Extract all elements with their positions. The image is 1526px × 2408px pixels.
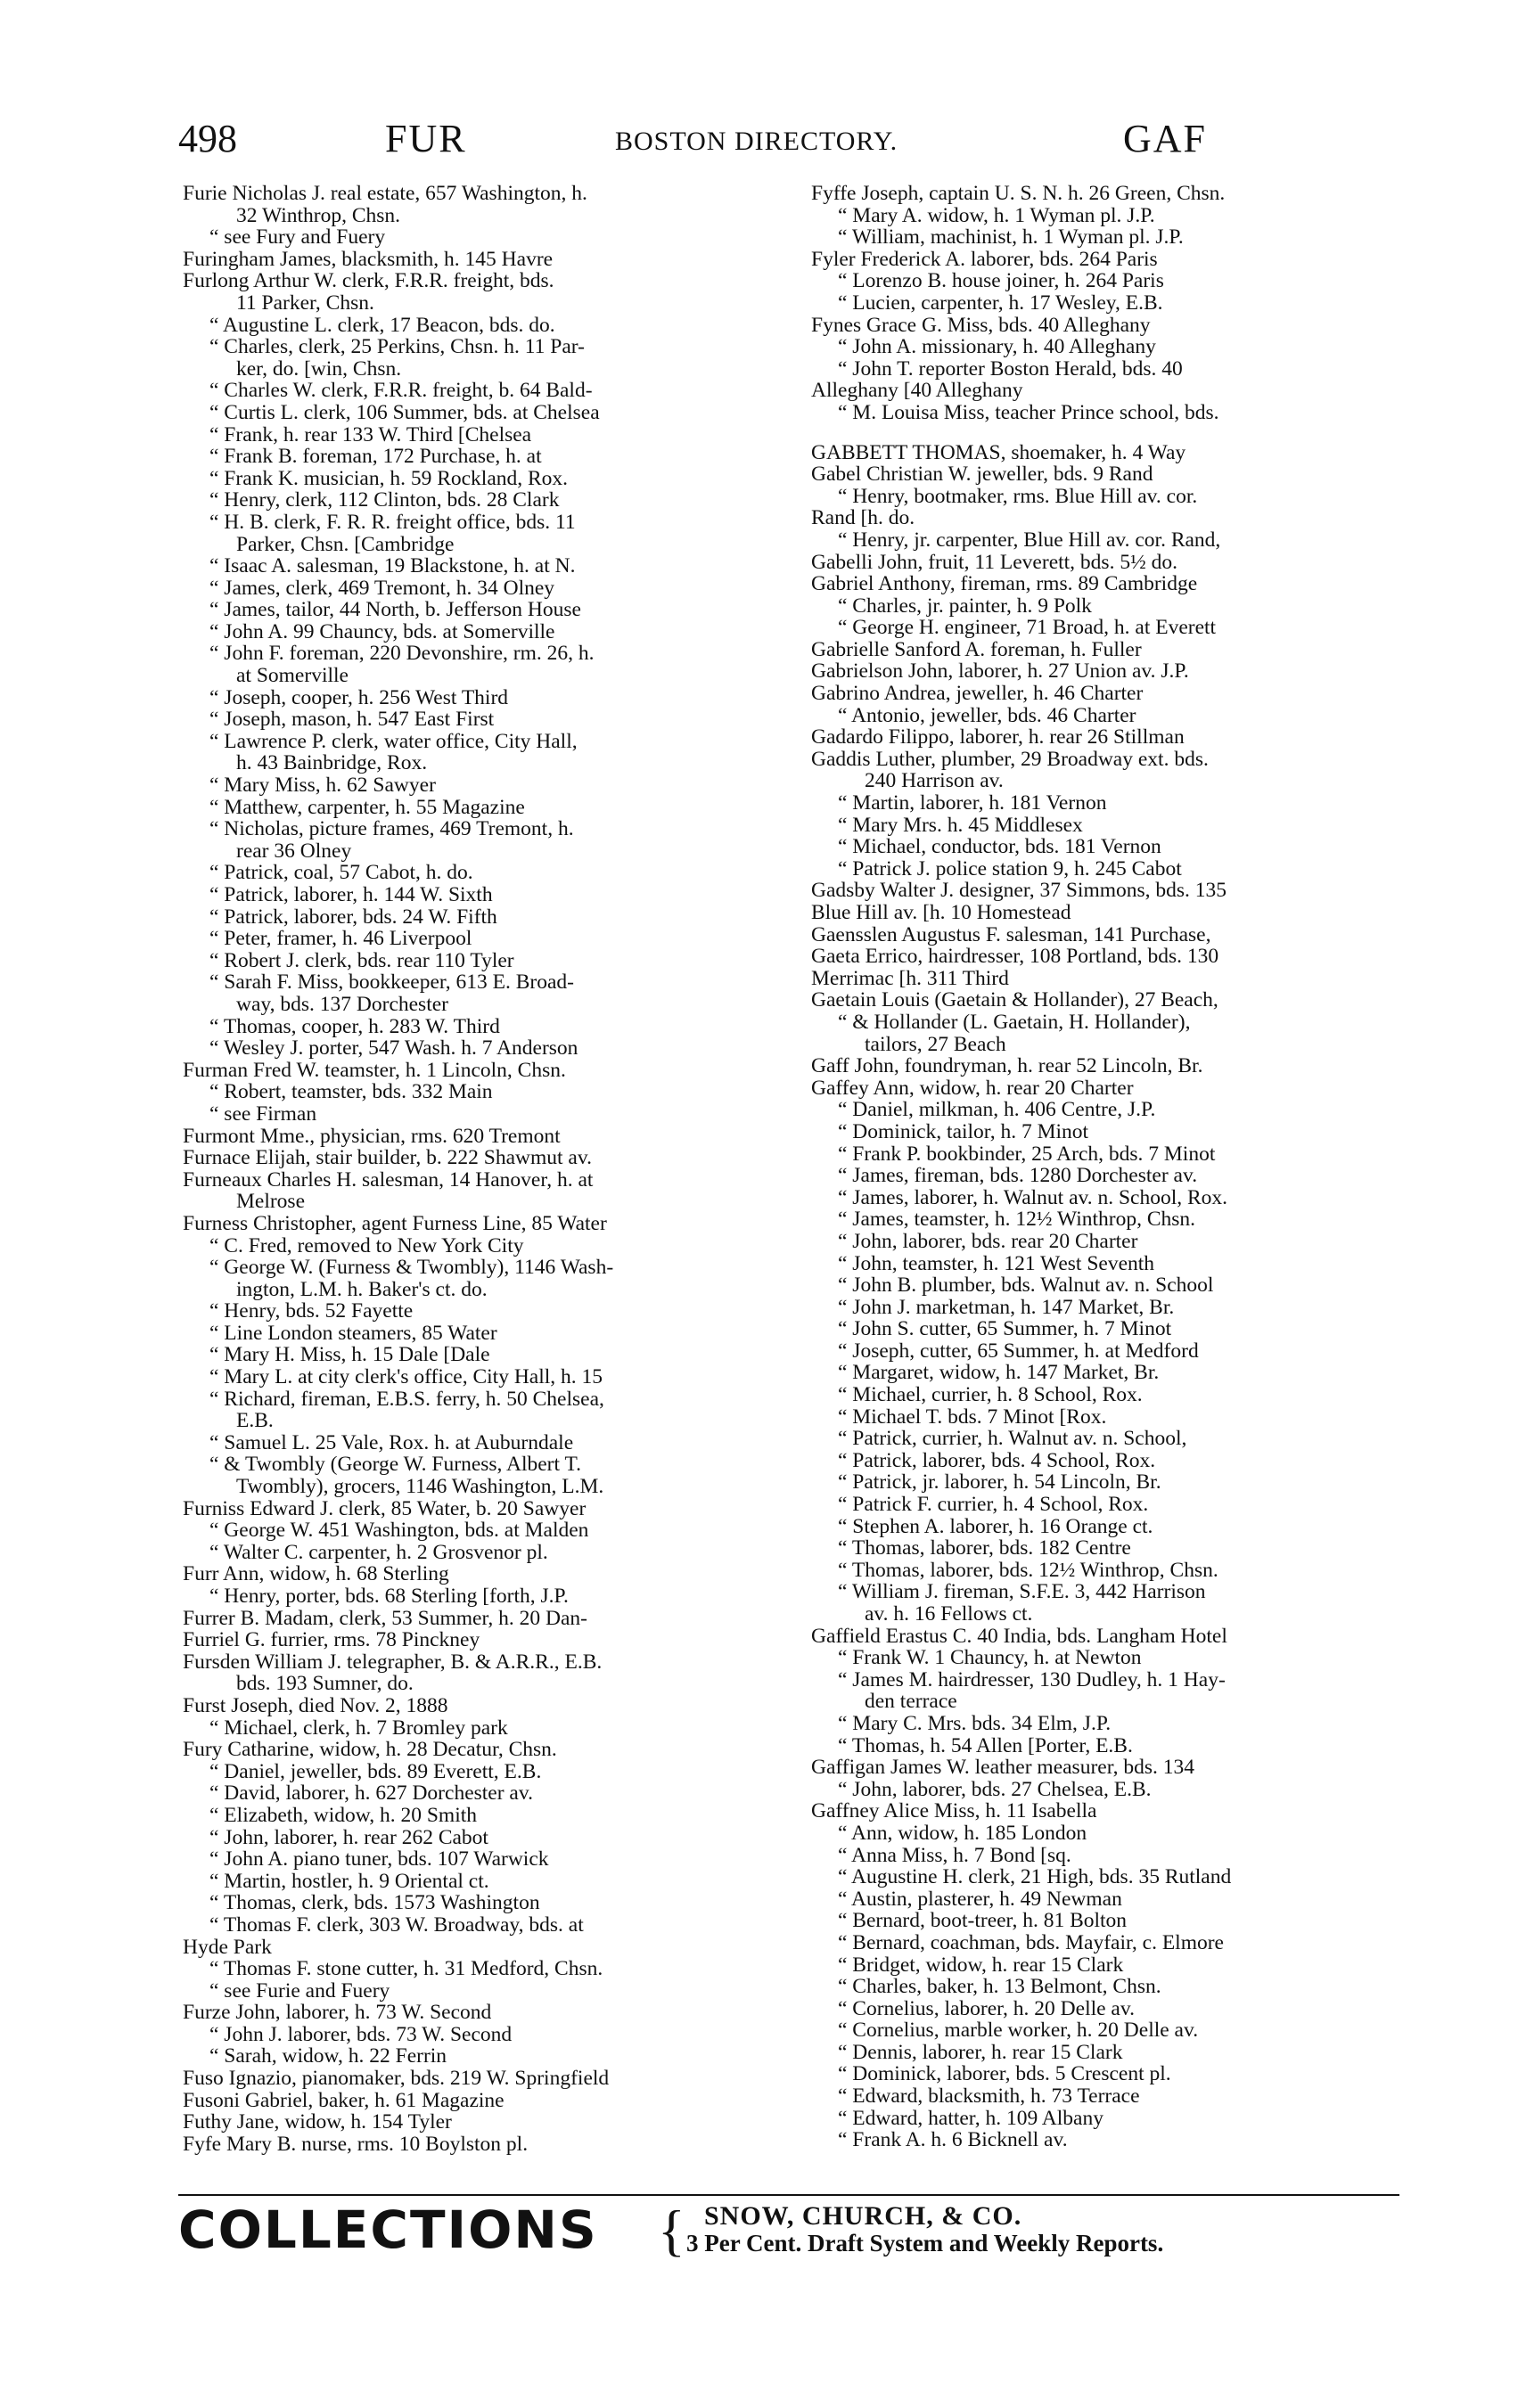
directory-entry-line: “ James, clerk, 469 Tremont, h. 34 Olney — [209, 577, 555, 600]
directory-entry-line: Furnace Elijah, stair builder, b. 222 Shawmut av. — [183, 1147, 592, 1169]
right-column — [811, 183, 1399, 2151]
directory-entry-line: “ Margaret, widow, h. 147 Market, Br. — [838, 1362, 1160, 1385]
directory-entry-line: Fuso Ignazio, pianomaker, bds. 219 W. Springfield — [183, 2068, 610, 2090]
directory-entry-line: “ Wesley J. porter, 547 Wash. h. 7 Anderson — [209, 1037, 578, 1060]
directory-entry-line: “ Walter C. carpenter, h. 2 Grosvenor pl. — [209, 1541, 548, 1564]
directory-entry-line: “ Samuel L. 25 Vale, Rox. h. at Auburndale — [209, 1431, 574, 1454]
directory-entry-line: “ see Furie and Fuery — [209, 1979, 390, 2003]
directory-entry-line: Fyler Frederick A. laborer, bds. 264 Paris — [811, 248, 1158, 271]
directory-entry-line: “ George W. 451 Washington, bds. at Malden — [209, 1519, 589, 1542]
directory-entry-line: “ Line London steamers, 85 Water — [209, 1322, 497, 1345]
directory-entry-line: “ Cornelius, laborer, h. 20 Delle av. — [838, 1997, 1135, 2020]
directory-entry-line: “ Edward, hatter, h. 109 Albany — [838, 2107, 1103, 2130]
directory-entry-line: “ Charles, clerk, 25 Perkins, Chsn. h. 11 Par- — [209, 336, 585, 358]
directory-entry-line: Gabriel Anthony, fireman, rms. 89 Cambridge — [811, 573, 1198, 595]
directory-entry-line: “ John F. foreman, 220 Devonshire, rm. 26, h. — [209, 643, 595, 666]
directory-entry-line: at Somerville — [236, 665, 349, 687]
directory-entry-line: “ M. Louisa Miss, teacher Prince school, bds. — [838, 401, 1219, 424]
directory-entry-line: Fury Catharine, widow, h. 28 Decatur, Chsn. — [183, 1739, 557, 1761]
directory-entry-line: Gabrielson John, laborer, h. 27 Union av. J.P. — [811, 660, 1189, 684]
directory-entry-line: “ Bridget, widow, h. rear 15 Clark — [838, 1953, 1124, 1977]
directory-entry-line: “ Thomas F. stone cutter, h. 31 Medford, Chsn. — [209, 1958, 603, 1980]
directory-entry-line: “ Thomas F. clerk, 303 W. Broadway, bds. at — [209, 1913, 584, 1937]
directory-entry-line: Furlong Arthur W. clerk, F.R.R. freight, bds. — [183, 270, 554, 292]
directory-entry-line: Gabrino Andrea, jeweller, h. 46 Charter — [811, 683, 1144, 705]
directory-entry-line: “ James, fireman, bds. 1280 Dorchester av. — [838, 1165, 1198, 1187]
directory-entry-line: “ Frank B. foreman, 172 Purchase, h. at — [209, 446, 542, 468]
directory-entry-line: Melrose — [236, 1191, 306, 1213]
directory-entry-line: “ Frank A. h. 6 Bicknell av. — [838, 2129, 1068, 2151]
directory-entry-line: “ Anna Miss, h. 7 Bond [sq. — [838, 1844, 1071, 1867]
directory-entry-line: “ Mary C. Mrs. bds. 34 Elm, J.P. — [838, 1712, 1112, 1735]
directory-entry-line: “ William, machinist, h. 1 Wyman pl. J.P. — [838, 226, 1184, 249]
directory-entry-line: “ Patrick, laborer, bds. 24 W. Fifth — [209, 905, 497, 929]
directory-entry-line: Merrimac [h. 311 Third — [811, 967, 1009, 990]
directory-entry-line: tailors, 27 Beach — [865, 1033, 1006, 1056]
directory-entry-line: bds. 193 Sumner, do. — [236, 1673, 414, 1695]
directory-entry-line: Gaffey Ann, widow, h. rear 20 Charter — [811, 1077, 1134, 1100]
directory-entry-line: “ Edward, blacksmith, h. 73 Terrace — [838, 2085, 1140, 2108]
directory-entry-line: “ Patrick J. police station 9, h. 245 Cabot — [838, 857, 1182, 880]
directory-entry-line: Furze John, laborer, h. 73 W. Second — [183, 2002, 492, 2024]
directory-entry-line: den terrace — [865, 1691, 957, 1713]
directory-entry-line: “ Sarah F. Miss, bookkeeper, 613 E. Broad- — [209, 971, 575, 994]
directory-entry-line: “ Robert J. clerk, bds. rear 110 Tyler — [209, 949, 514, 972]
directory-entry-line: “ Dominick, laborer, bds. 5 Crescent pl. — [838, 2063, 1171, 2086]
directory-entry-line: Parker, Chsn. [Cambridge — [236, 533, 455, 556]
directory-entry-line: “ Frank P. bookbinder, 25 Arch, bds. 7 Minot — [838, 1143, 1216, 1166]
directory-entry-line: “ Curtis L. clerk, 106 Summer, bds. at Chelsea — [209, 401, 600, 424]
firm-tagline: 3 Per Cent. Draft System and Weekly Reports. — [686, 2230, 1164, 2256]
directory-entry-line: “ Bernard, coachman, bds. Mayfair, c. Elmore — [838, 1931, 1224, 1954]
directory-entry-line: “ Stephen A. laborer, h. 16 Orange ct. — [838, 1515, 1153, 1538]
directory-entry-line: “ Martin, laborer, h. 181 Vernon — [838, 792, 1107, 815]
directory-entry-line: E.B. — [236, 1410, 274, 1432]
directory-entry-line: “ Martin, hostler, h. 9 Oriental ct. — [209, 1870, 489, 1893]
directory-entry-line: “ Henry, jr. carpenter, Blue Hill av. cor. Rand, — [838, 528, 1221, 552]
directory-entry-line: Gabelli John, fruit, 11 Leverett, bds. 5½ do. — [811, 551, 1177, 574]
directory-entry-line: Hyde Park — [183, 1936, 272, 1959]
directory-entry-line: Gaffield Erastus C. 40 India, bds. Langham Hotel — [811, 1625, 1227, 1648]
directory-entry-line: “ Richard, fireman, E.B.S. ferry, h. 50 Chelsea, — [209, 1388, 604, 1411]
directory-entry-line: “ Joseph, cooper, h. 256 West Third — [209, 686, 509, 709]
directory-entry-line: “ Peter, framer, h. 46 Liverpool — [209, 928, 472, 950]
directory-entry-line: h. 43 Bainbridge, Rox. — [236, 752, 428, 775]
directory-entry-line: “ Mary A. widow, h. 1 Wyman pl. J.P. — [838, 204, 1155, 227]
directory-entry-line: “ William J. fireman, S.F.E. 3, 442 Harrison — [838, 1581, 1206, 1603]
page-title: BOSTON DIRECTORY. — [615, 127, 898, 156]
directory-entry-line: “ James, tailor, 44 North, b. Jefferson House — [209, 599, 581, 621]
directory-entry-line: “ Thomas, cooper, h. 283 W. Third — [209, 1015, 500, 1038]
directory-entry-line: “ Henry, bootmaker, rms. Blue Hill av. cor. — [838, 485, 1198, 508]
directory-entry-line: “ Mary L. at city clerk's office, City Hall, h. 15 — [209, 1366, 603, 1388]
footer-rule — [178, 2194, 1399, 2196]
directory-entry-line: “ Henry, bds. 52 Fayette — [209, 1300, 414, 1323]
directory-entry-line: Gabrielle Sanford A. foreman, h. Fuller — [811, 638, 1142, 661]
directory-entry-line: “ Elizabeth, widow, h. 20 Smith — [209, 1804, 478, 1827]
directory-entry-line: “ Michael, currier, h. 8 School, Rox. — [838, 1384, 1143, 1406]
directory-entry-line: GABBETT THOMAS, shoemaker, h. 4 Way — [811, 441, 1186, 464]
directory-entry-line: Fyfe Mary B. nurse, rms. 10 Boylston pl. — [183, 2133, 529, 2156]
directory-entry-line: “ see Firman — [209, 1102, 317, 1126]
directory-entry-line: “ Thomas, laborer, bds. 182 Centre — [838, 1537, 1131, 1560]
directory-entry-line: “ Frank, h. rear 133 W. Third [Chelsea — [209, 423, 532, 446]
directory-entry-line: Gaetain Louis (Gaetain & Hollander), 27 Beach, — [811, 989, 1218, 1012]
directory-entry-line: “ John J. marketman, h. 147 Market, Br. — [838, 1296, 1175, 1319]
directory-entry-line: Furst Joseph, died Nov. 2, 1888 — [183, 1694, 448, 1717]
directory-entry-line: Fursden William J. telegrapher, B. & A.R.R., E.B. — [183, 1650, 603, 1674]
directory-entry-line: “ Charles W. clerk, F.R.R. freight, b. 64 Bald- — [209, 380, 593, 402]
directory-entry-line: “ Daniel, jeweller, bds. 89 Everett, E.B. — [209, 1760, 542, 1783]
footer-brace: { — [658, 2199, 685, 2262]
directory-entry-line: “ Dominick, tailor, h. 7 Minot — [838, 1120, 1089, 1143]
directory-entry-line: Furr Ann, widow, h. 68 Sterling — [183, 1563, 449, 1585]
directory-entry-line: “ H. B. clerk, F. R. R. freight office, bds. 11 — [209, 511, 576, 534]
directory-entry-line: “ Dennis, laborer, h. rear 15 Clark — [838, 2041, 1123, 2064]
page-number: 498 — [178, 117, 237, 160]
directory-entry-line: “ David, laborer, h. 627 Dorchester av. — [209, 1782, 533, 1805]
right-guide-word: GAF — [1123, 117, 1208, 160]
directory-entry-line: “ Bernard, boot-treer, h. 81 Bolton — [838, 1910, 1128, 1932]
directory-entry-line: ker, do. [win, Chsn. — [236, 357, 402, 381]
directory-entry-line: “ George H. engineer, 71 Broad, h. at Everett — [838, 617, 1217, 639]
directory-entry-line: Alleghany [40 Alleghany — [811, 380, 1023, 402]
directory-entry-line: Gaffney Alice Miss, h. 11 Isabella — [811, 1800, 1097, 1822]
directory-entry-line: “ John J. laborer, bds. 73 W. Second — [209, 2023, 513, 2046]
directory-entry-line: Fynes Grace G. Miss, bds. 40 Alleghany — [811, 314, 1151, 337]
directory-entry-line: “ Charles, baker, h. 13 Belmont, Chsn. — [838, 1976, 1161, 1998]
directory-entry-line: Gaensslen Augustus F. salesman, 141 Purchase, — [811, 923, 1211, 946]
directory-entry-line: “ Lawrence P. clerk, water office, City Hall, — [209, 730, 578, 753]
directory-entry-line: “ James M. hairdresser, 130 Dudley, h. 1 Hay- — [838, 1668, 1226, 1691]
directory-entry-line: “ Robert, teamster, bds. 332 Main — [209, 1081, 493, 1103]
directory-entry-line: “ Isaac A. salesman, 19 Blackstone, h. at N. — [209, 555, 576, 577]
directory-entry-line: “ George W. (Furness & Twombly), 1146 Wash- — [209, 1257, 614, 1279]
directory-entry-line: “ Frank K. musician, h. 59 Rockland, Rox. — [209, 467, 569, 490]
directory-entry-line: “ Thomas, clerk, bds. 1573 Washington — [209, 1892, 540, 1914]
directory-entry-line: “ John B. plumber, bds. Walnut av. n. School — [838, 1274, 1214, 1297]
directory-entry-line: “ John, laborer, bds. 27 Chelsea, E.B. — [838, 1778, 1152, 1801]
directory-entry-line: “ Patrick, jr. laborer, h. 54 Lincoln, Br. — [838, 1471, 1161, 1495]
directory-entry-line: “ Lucien, carpenter, h. 17 Wesley, E.B. — [838, 291, 1163, 315]
directory-entry-line: Blue Hill av. [h. 10 Homestead — [811, 902, 1071, 924]
firm-name: SNOW, CHURCH, & CO. — [704, 2201, 1022, 2231]
directory-entry-line: “ Nicholas, picture frames, 469 Tremont, h. — [209, 818, 574, 840]
directory-entry-line: “ John, teamster, h. 121 West Seventh — [838, 1252, 1155, 1275]
directory-entry-line: Furrer B. Madam, clerk, 53 Summer, h. 20 Dan- — [183, 1607, 587, 1630]
directory-entry-line: Rand [h. do. — [811, 507, 915, 529]
directory-entry-line: rear 36 Olney — [236, 840, 352, 863]
directory-entry-line: “ Augustine L. clerk, 17 Beacon, bds. do. — [209, 314, 555, 337]
directory-entry-line: Furneaux Charles H. salesman, 14 Hanover, h. at — [183, 1168, 594, 1192]
directory-entry-line: Twombly), grocers, 1146 Washington, L.M. — [236, 1476, 604, 1498]
directory-entry-line: “ Patrick, laborer, h. 144 W. Sixth — [209, 884, 493, 906]
directory-entry-line: Gaffigan James W. leather measurer, bds. 134 — [811, 1757, 1194, 1779]
directory-entry-line: “ Augustine H. clerk, 21 High, bds. 35 Rutland — [838, 1866, 1232, 1888]
directory-entry-line: Fyffe Joseph, captain U. S. N. h. 26 Green, Chsn. — [811, 183, 1226, 205]
directory-entry-line: “ Michael T. bds. 7 Minot [Rox. — [838, 1405, 1107, 1429]
directory-entry-line: “ James, laborer, h. Walnut av. n. School, Rox. — [838, 1186, 1228, 1209]
directory-entry-line: Gaeta Errico, hairdresser, 108 Portland, bds. 130 — [811, 946, 1219, 968]
left-column — [183, 183, 789, 2155]
directory-entry-line: Furmont Mme., physician, rms. 620 Tremont — [183, 1125, 561, 1148]
directory-entry-line: “ Antonio, jeweller, bds. 46 Charter — [838, 704, 1136, 727]
directory-entry-line: way, bds. 137 Dorchester — [236, 993, 448, 1016]
directory-entry-line: “ John A. missionary, h. 40 Alleghany — [838, 336, 1156, 358]
directory-entry-line: Furman Fred W. teamster, h. 1 Lincoln, Chsn. — [183, 1059, 566, 1082]
directory-entry-line: Gadsby Walter J. designer, 37 Simmons, bds. 135 — [811, 880, 1227, 902]
directory-entry-line: av. h. 16 Fellows ct. — [865, 1603, 1033, 1626]
directory-entry-line: “ Sarah, widow, h. 22 Ferrin — [209, 2045, 447, 2068]
directory-entry-line: “ Joseph, mason, h. 547 East First — [209, 708, 495, 731]
directory-entry-line: Gaddis Luther, plumber, 29 Broadway ext. bds. — [811, 748, 1209, 771]
directory-entry-line: Gadardo Filippo, laborer, h. rear 26 Stillman — [811, 726, 1185, 749]
directory-entry-line: “ Austin, plasterer, h. 49 Newman — [838, 1888, 1122, 1911]
collections-label: COLLECTIONS — [178, 2199, 598, 2260]
directory-entry-line: “ Ann, widow, h. 185 London — [838, 1822, 1087, 1845]
directory-entry-line: “ Patrick, laborer, bds. 4 School, Rox. — [838, 1449, 1156, 1472]
directory-entry-line: 240 Harrison av. — [865, 770, 1004, 793]
directory-entry-line: Fusoni Gabriel, baker, h. 61 Magazine — [183, 2089, 505, 2112]
footer-advertisement — [178, 2199, 1399, 2262]
directory-entry-line: “ Charles, jr. painter, h. 9 Polk — [838, 594, 1092, 618]
directory-entry-line: “ & Twombly (George W. Furness, Albert T. — [209, 1454, 581, 1477]
directory-entry-line: Gaff John, foundryman, h. rear 52 Lincoln, Br. — [811, 1055, 1203, 1077]
directory-entry-line: “ Patrick, coal, 57 Cabot, h. do. — [209, 862, 473, 884]
directory-entry-line: “ Thomas, h. 54 Allen [Porter, E.B. — [838, 1734, 1133, 1757]
directory-entry-line: “ see Fury and Fuery — [209, 226, 386, 249]
directory-entry-line: “ Cornelius, marble worker, h. 20 Delle av. — [838, 2019, 1199, 2042]
directory-entry-line: “ Henry, clerk, 112 Clinton, bds. 28 Clark — [209, 489, 560, 512]
directory-entry-line: “ Mary Mrs. h. 45 Middlesex — [838, 814, 1083, 837]
directory-entry-line: “ Henry, porter, bds. 68 Sterling [forth, J.P. — [209, 1585, 569, 1608]
directory-entry-line: “ James, teamster, h. 12½ Winthrop, Chsn. — [838, 1208, 1196, 1231]
directory-entry-line: “ Patrick, currier, h. Walnut av. n. School, — [838, 1428, 1187, 1450]
directory-entry-line: “ Matthew, carpenter, h. 55 Magazine — [209, 796, 525, 819]
directory-entry-line: “ John T. reporter Boston Herald, bds. 40 — [838, 357, 1183, 381]
directory-entry-line: “ John S. cutter, 65 Summer, h. 7 Minot — [838, 1318, 1172, 1340]
directory-entry-line: Furness Christopher, agent Furness Line, 85 Water — [183, 1212, 607, 1235]
directory-entry-line: “ John, laborer, h. rear 262 Cabot — [209, 1826, 488, 1849]
directory-entry-line: Futhy Jane, widow, h. 154 Tyler — [183, 2111, 452, 2134]
directory-entry-line: 32 Winthrop, Chsn. — [236, 204, 401, 227]
directory-entry-line: “ C. Fred, removed to New York City — [209, 1234, 524, 1257]
directory-entry-line: ington, L.M. h. Baker's ct. do. — [236, 1278, 488, 1301]
directory-entry-line: Furingham James, blacksmith, h. 145 Havre — [183, 248, 554, 271]
directory-entry-line: “ John A. piano tuner, bds. 107 Warwick — [209, 1848, 549, 1871]
directory-entry-line: “ Mary Miss, h. 62 Sawyer — [209, 774, 436, 797]
directory-entry-line: “ John A. 99 Chauncy, bds. at Somerville — [209, 620, 555, 643]
directory-entry-line: “ Lorenzo B. house joiner, h. 264 Paris — [838, 270, 1164, 292]
directory-entry-line: Furniss Edward J. clerk, 85 Water, b. 20 Sawyer — [183, 1497, 587, 1520]
directory-entry-line: 11 Parker, Chsn. — [236, 291, 374, 315]
directory-entry-line: “ Mary H. Miss, h. 15 Dale [Dale — [209, 1344, 490, 1367]
directory-entry-line: “ Daniel, milkman, h. 406 Centre, J.P. — [838, 1099, 1156, 1121]
directory-entry-line: Furriel G. furrier, rms. 78 Pinckney — [183, 1629, 480, 1651]
directory-entry-line: Gabel Christian W. jeweller, bds. 9 Rand — [811, 463, 1153, 486]
directory-entry-line: “ John, laborer, bds. rear 20 Charter — [838, 1230, 1138, 1253]
directory-entry-line: “ Michael, clerk, h. 7 Bromley park — [209, 1716, 508, 1740]
directory-entry-line: “ Joseph, cutter, 65 Summer, h. at Medford — [838, 1339, 1199, 1363]
directory-entry-line: Furie Nicholas J. real estate, 657 Washington, h. — [183, 183, 587, 205]
directory-entry-line: “ Thomas, laborer, bds. 12½ Winthrop, Chsn. — [838, 1559, 1218, 1582]
directory-entry-line: “ & Hollander (L. Gaetain, H. Hollander), — [838, 1011, 1191, 1034]
directory-entry-line: “ Patrick F. currier, h. 4 School, Rox. — [838, 1494, 1149, 1516]
left-guide-word: FUR — [385, 117, 467, 160]
directory-entry-line: “ Michael, conductor, bds. 181 Vernon — [838, 836, 1161, 858]
directory-entry-line: “ Frank W. 1 Chauncy, h. at Newton — [838, 1647, 1142, 1669]
